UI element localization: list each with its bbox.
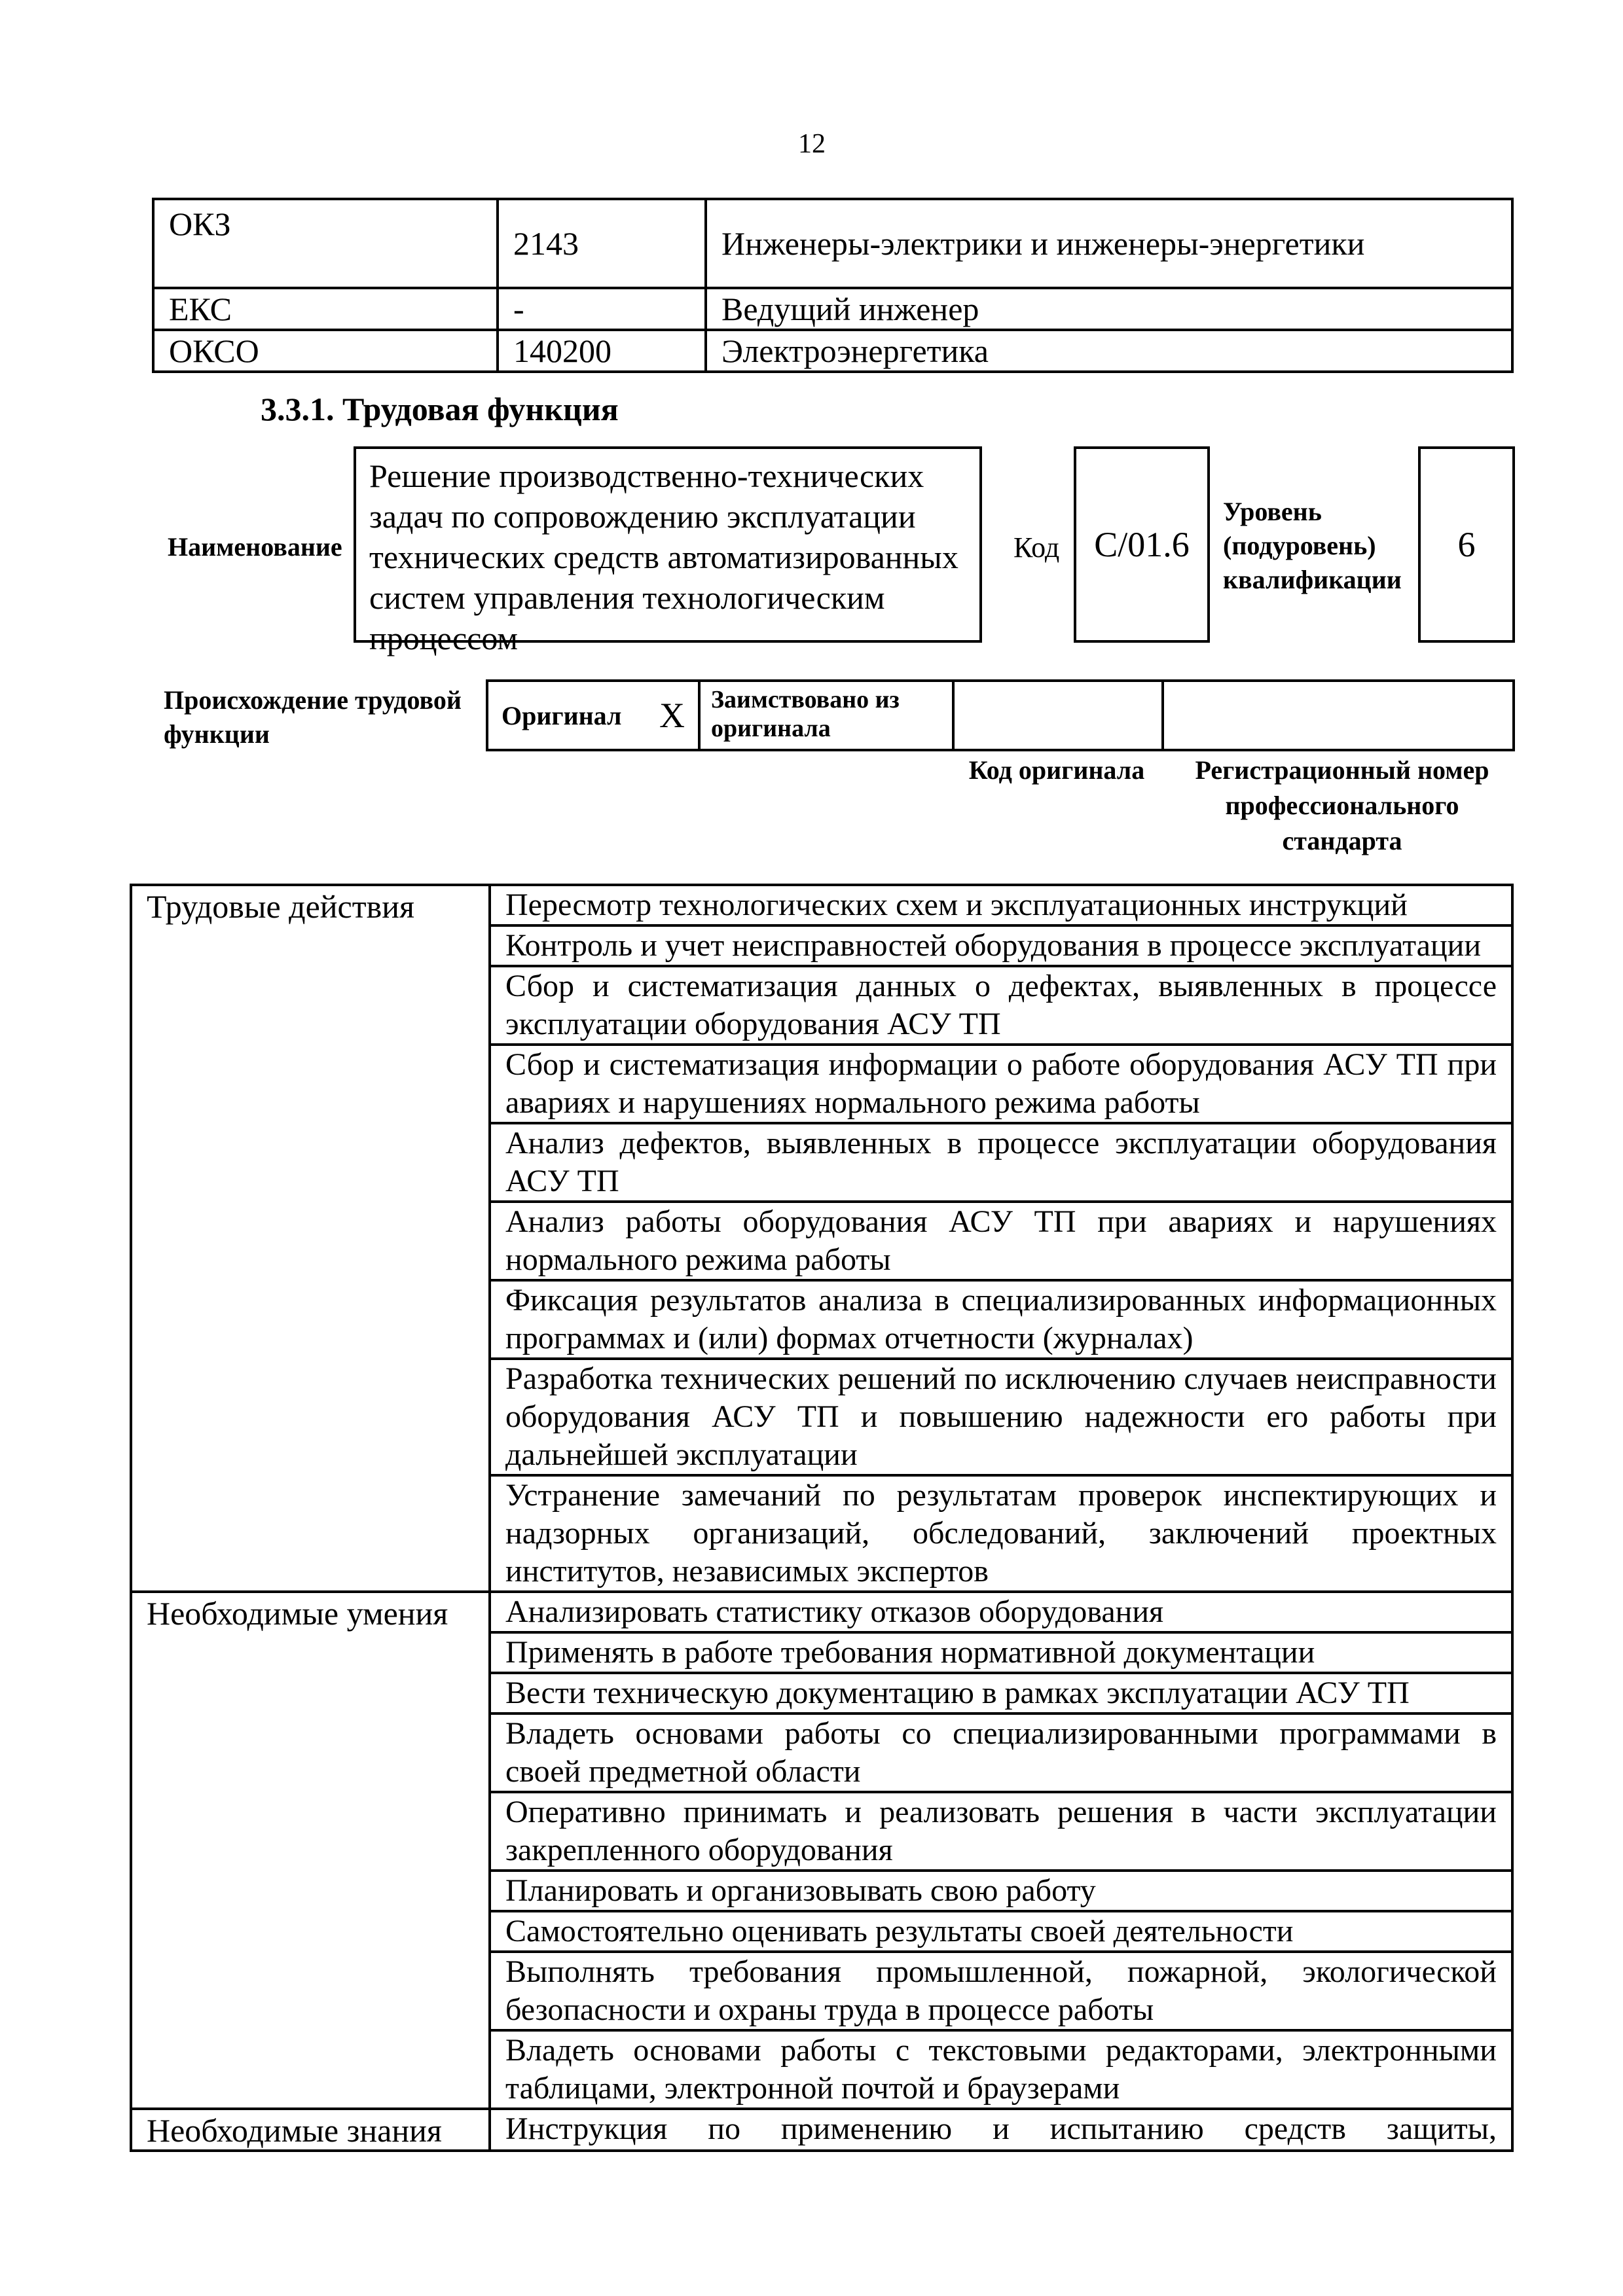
original-code-cell [955, 682, 1164, 749]
table-cell: Пересмотр технологических схем и эксплуатационных инструкций [490, 885, 1512, 925]
original-label: Оригинал [501, 700, 622, 730]
name-label: Наименование [168, 532, 342, 562]
table-row [131, 1592, 1512, 1632]
classification-table [152, 198, 1514, 373]
table-cell: Выполнять требования промышленной, пожарной, экологической безопасности и охраны труда в процессе работы [490, 1952, 1512, 2030]
classification-code: 2143 [498, 199, 706, 288]
section-title-required-skills: Необходимые умения [131, 1592, 490, 2109]
origin-row [486, 679, 1515, 751]
table-cell: Контроль и учет неисправностей оборудования в процессе эксплуатации [490, 925, 1512, 966]
classification-name: Электроэнергетика [706, 330, 1512, 372]
table-cell: Устранение замечаний по результатам проверок инспектирующих и надзорных организаций, обследований, заключений проектных институтов, независимых экспертов [490, 1475, 1512, 1592]
classification-row [153, 330, 1512, 372]
classification-row [153, 199, 1512, 288]
table-cell: Фиксация результатов анализа в специализированных информационных программах и (или) формах отчетности (журналах) [490, 1280, 1512, 1359]
table-cell: Применять в работе требования нормативной документации [490, 1632, 1512, 1673]
page-number: 12 [798, 129, 826, 159]
registration-number-cell [1164, 682, 1512, 749]
table-cell: Владеть основами работы с текстовыми редакторами, электронными таблицами, электронной почтой и браузерами [490, 2030, 1512, 2109]
level-label: Уровень (подуровень) квалификации [1223, 497, 1402, 594]
labor-function-details-table [130, 884, 1514, 2152]
original-code-caption: Код оригинала [968, 755, 1145, 785]
table-cell: Сбор и систематизация данных о дефектах, выявленных в процессе эксплуатации оборудования АСУ ТП [490, 966, 1512, 1045]
table-cell: Планировать и организовывать свою работу [490, 1871, 1512, 1911]
origin-original-cell [488, 682, 701, 749]
classification-system: ОКСО [153, 330, 498, 372]
table-cell: Анализ работы оборудования АСУ ТП при авариях и нарушениях нормального режима работы [490, 1202, 1512, 1280]
table-cell: Оперативно принимать и реализовать решения в части эксплуатации закрепленного оборудования [490, 1792, 1512, 1871]
table-cell: Разработка технических решений по исключению случаев неисправности оборудования АСУ ТП и повышению надежности его работы при дальнейшей эксплуатации [490, 1359, 1512, 1475]
table-cell: Самостоятельно оценивать результаты своей деятельности [490, 1911, 1512, 1952]
table-cell: Анализ дефектов, выявленных в процессе эксплуатации оборудования АСУ ТП [490, 1123, 1512, 1202]
table-cell: Инструкция по применению и испытанию средств защиты, [490, 2109, 1512, 2151]
code-label: Код [1013, 531, 1060, 564]
classification-system: ОКЗ [153, 199, 498, 288]
table-cell: Вести техническую документацию в рамках эксплуатации АСУ ТП [490, 1673, 1512, 1713]
classification-code: - [498, 288, 706, 330]
original-mark: X [659, 696, 685, 735]
registration-number-caption: Регистрационный номер профессионального стандарта [1195, 755, 1489, 855]
section-title-labor-actions: Трудовые действия [131, 885, 490, 1592]
function-code-box: C/01.6 [1074, 446, 1210, 643]
classification-code: 140200 [498, 330, 706, 372]
origin-label: Происхождение трудовой функции [164, 685, 462, 749]
function-name-box: Решение производственно-технических задач по сопровождению эксплуатации технических средств автоматизированных систем управления технологическим процессом [354, 446, 982, 643]
section-title: 3.3.1. Трудовая функция [261, 391, 619, 427]
table-cell: Сбор и систематизация информации о работе оборудования АСУ ТП при авариях и нарушениях нормального режима работы [490, 1045, 1512, 1123]
borrowed-label: Заимствовано из оригинала [701, 682, 955, 749]
section-title-required-knowledge: Необходимые знания [131, 2109, 490, 2151]
classification-name: Ведущий инженер [706, 288, 1512, 330]
table-cell: Владеть основами работы со специализированными программами в своей предметной области [490, 1713, 1512, 1792]
qualification-level-box: 6 [1418, 446, 1515, 643]
classification-system: ЕКС [153, 288, 498, 330]
table-row [131, 2109, 1512, 2151]
table-row [131, 885, 1512, 925]
classification-name: Инженеры-электрики и инженеры-энергетики [706, 199, 1512, 288]
classification-row [153, 288, 1512, 330]
table-cell: Анализировать статистику отказов оборудования [490, 1592, 1512, 1632]
